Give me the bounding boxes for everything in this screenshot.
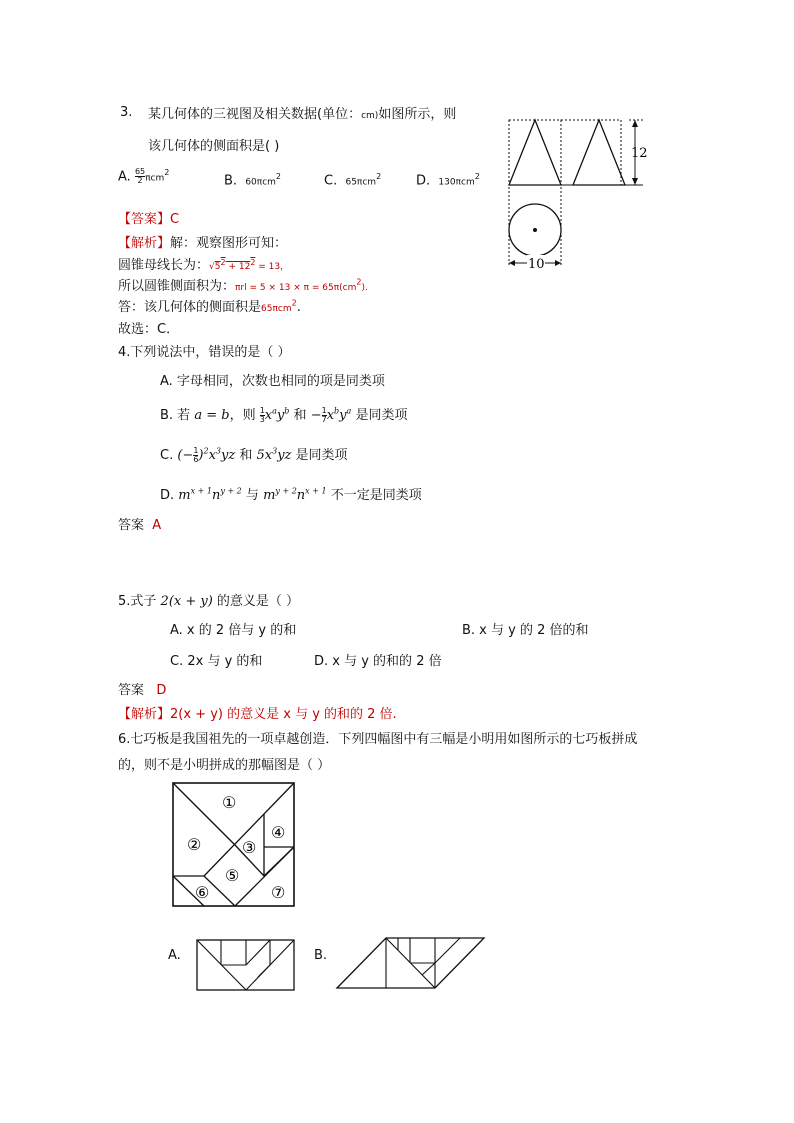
q6-stem-line1: 6.七巧板是我国祖先的一项卓越创造．下列四幅图中有三幅是小明用如图所示的七巧板拼成 bbox=[118, 732, 638, 747]
q4-option-a: A. 字母相同，次数也相同的项是同类项 bbox=[160, 374, 385, 389]
q6-tangram-figure bbox=[172, 782, 296, 908]
q3-analysis-line5: 故选：C． bbox=[118, 322, 180, 337]
q4-stem: 4.下列说法中，错误的是（ ） bbox=[118, 345, 291, 360]
q3-analysis-line3: 所以圆锥侧面积为：$\pi rl = 5 \times 13 \times \pi = 65\pi(cm^2)$. bbox=[118, 277, 368, 294]
q5-option-b: B. x 与 y 的 2 倍的和 bbox=[462, 623, 589, 638]
tangram-piece-1: ① bbox=[222, 793, 237, 812]
q5-option-d: D. x 与 y 的和的 2 倍 bbox=[314, 654, 442, 669]
tangram-piece-4: ④ bbox=[271, 823, 286, 842]
q3-analysis-line4: 答：该几何体的侧面积是65πcm$^2$. bbox=[118, 298, 301, 315]
q6-option-b-label: B. bbox=[314, 948, 328, 963]
tangram-piece-2: ② bbox=[187, 835, 202, 854]
q5-option-a: A. x 的 2 倍与 y 的和 bbox=[170, 623, 297, 638]
q3-stem-line2: 该几何体的侧面积是( ) bbox=[148, 139, 280, 154]
q4-answer: 答案 A bbox=[118, 518, 162, 533]
q3-three-view-figure bbox=[505, 115, 655, 275]
q5-option-c: C. 2x 与 y 的和 bbox=[170, 654, 263, 669]
tangram-piece-5: ⑤ bbox=[225, 866, 240, 885]
tangram-piece-6: ⑥ bbox=[195, 883, 210, 902]
q6-option-a-figure bbox=[196, 938, 296, 992]
q6-option-a-label: A. bbox=[168, 948, 181, 963]
q6-stem-line2: 的，则不是小明拼成的那幅图是（ ） bbox=[118, 758, 331, 773]
q6-option-b-figure bbox=[336, 936, 488, 992]
q3-option-c: C. 65πcm$^2$ bbox=[324, 172, 382, 189]
q3-stem-line1: 某几何体的三视图及相关数据(单位：cm)如图所示，则 bbox=[148, 107, 457, 122]
q5-stem: 5.式子 2(x + y) 的意义是（ ） bbox=[118, 594, 300, 609]
q5-analysis: 【解析】2(x + y) 的意义是 x 与 y 的和的 2 倍. bbox=[118, 707, 397, 722]
q4-option-d: D. $m^{x + 1}n^{y + 2}$ 与 $m^{y + 2}n^{x + 1}$ 不一定是同类项 bbox=[160, 486, 422, 503]
q3-answer: 【答案】C bbox=[118, 212, 180, 227]
q3-option-a: A. $\frac{65}{2}$ πcm$^2$ bbox=[118, 167, 170, 186]
q5-answer: 答案 D bbox=[118, 683, 167, 698]
q3-option-d: D. 130πcm$^2$ bbox=[416, 172, 480, 189]
q3-analysis: 【解析】解：观察图形可知： bbox=[118, 236, 288, 251]
q3-option-b: B. 60πcm$^2$ bbox=[224, 172, 282, 189]
q4-option-c: C. (− $\frac{1}{6}$ )$^2x^3yz$ 和 $5x^3yz$ 是同类项 bbox=[160, 446, 348, 464]
tangram-piece-7: ⑦ bbox=[271, 883, 286, 902]
q3-number: 3. bbox=[120, 105, 133, 120]
q3-analysis-line2: 圆锥母线长为：√52 + 122 = 13， bbox=[118, 258, 290, 273]
q4-option-b: B. 若 a = b，则 $\frac{1}{3}$ $x^ay^b$ 和 − $\frac{1}{7}$ $x^by^a$ 是同类项 bbox=[160, 406, 408, 424]
q3-height-label: 12 bbox=[631, 146, 648, 161]
tangram-piece-3: ③ bbox=[242, 838, 257, 857]
q3-diameter-label: 10 bbox=[528, 257, 545, 272]
